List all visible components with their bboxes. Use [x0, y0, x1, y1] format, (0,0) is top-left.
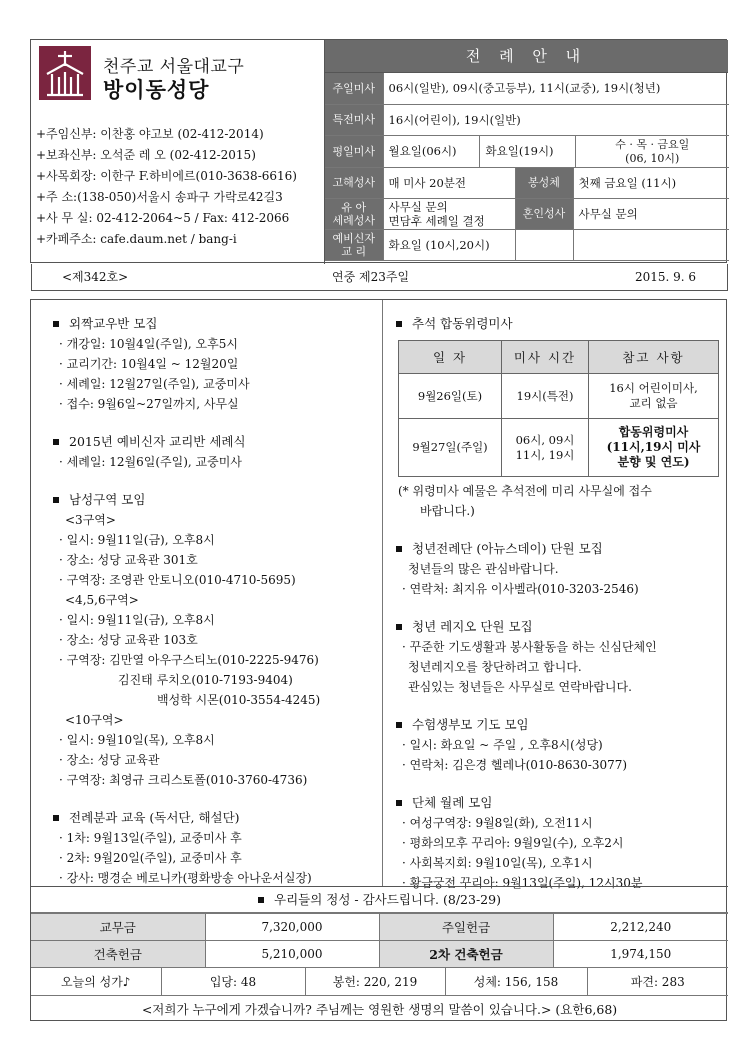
weekday-mon: 월요일(06시) — [388, 144, 457, 158]
issue-row — [31, 264, 728, 291]
right-column — [394, 314, 719, 907]
list-item: · 장소: 성당 교육관 301호 — [59, 553, 198, 567]
table-row: 9월26일(토) 19시(특전) 16시 어린이미사, 교리 없음 — [399, 374, 719, 419]
anointing-value: 첫째 금요일 (11시) — [573, 167, 729, 198]
table-row — [31, 968, 728, 995]
table-cell: 2차 건축헌금 — [379, 941, 553, 968]
parish-name: 방이동성당 — [103, 77, 210, 102]
catechumen-value: 화요일 (10시,20시) — [383, 229, 515, 260]
list-item: · 꾸준한 기도생활과 봉사활동을 하는 신심단체인 — [402, 640, 657, 654]
offerings-table — [31, 913, 728, 968]
table-header: 참고 사항 — [589, 341, 719, 374]
list-item: · 2차: 9월20일(주일), 교중미사 후 — [59, 851, 242, 865]
bullet-square-icon — [53, 815, 59, 821]
section-youth-liturgy — [394, 539, 719, 599]
list-item: · 연락처: 김은경 헬레나(010-8630-3077) — [402, 758, 628, 772]
catechumen-label: 예비신자 교 리 — [325, 229, 383, 260]
bullet-square-icon — [53, 439, 59, 445]
vigil-mass-value: 16시(어린이), 19시(일반) — [383, 104, 729, 135]
list-item: · 평화의모후 꾸리아: 9월9일(수), 오후2시 — [402, 836, 624, 850]
memorial-note: 바랍니다.) — [420, 504, 475, 518]
list-item: 청년레지오를 창단하려고 합니다. — [408, 660, 582, 674]
vigil-mass-label: 특전미사 — [325, 104, 383, 135]
group-heading: <3구역> — [65, 513, 116, 527]
table-row — [31, 914, 728, 941]
section-mens-district — [51, 490, 381, 790]
list-item: · 구역장: 김만열 아우구스티노(010-2225-9476) — [59, 653, 319, 667]
left-column — [51, 314, 381, 902]
list-item: · 장소: 성당 교육관 — [59, 753, 160, 767]
list-item: · 황금궁전 꾸리아: 9월13일(주일), 12시30분 — [402, 876, 643, 890]
weekday-tue: 화요일(19시) — [479, 136, 575, 167]
table-cell: 2,212,240 — [553, 914, 728, 941]
weekday-wed-fri-time: (06, 10시) — [625, 151, 680, 165]
list-item: · 접수: 9월6일~27일까지, 사무실 — [59, 397, 239, 411]
list-item: 백성학 시몬(010-3554-4245) — [157, 693, 321, 707]
section-liturgy-education — [51, 808, 381, 888]
address-line: +주 소:(138-050)서울시 송파구 가락로42길3 — [36, 190, 283, 204]
liturgy-guide — [324, 40, 728, 264]
section-single-catholic-class — [51, 314, 381, 414]
list-item: · 사회복지회: 9월10일(목), 오후1시 — [402, 856, 593, 870]
cafe-address-line: +카페주소: cafe.daum.net / bang-i — [36, 232, 237, 246]
section-exam-parents-prayer — [394, 715, 719, 775]
bulletin-body — [30, 299, 727, 1021]
group-heading: <4,5,6구역> — [65, 593, 139, 607]
list-item: · 세례일: 12월6일(주일), 교중미사 — [59, 455, 242, 469]
bullet-square-icon — [396, 546, 402, 552]
pastor-line: +주임신부: 이찬홍 야고보 (02-412-2014) — [36, 127, 264, 141]
section-youth-legio — [394, 617, 719, 697]
parish-logo — [39, 46, 91, 100]
offerings-section — [31, 886, 728, 1023]
list-item: · 개강일: 10월4일(주일), 오후5시 — [59, 337, 238, 351]
hymn-offertory: 봉헌: 220, 219 — [305, 968, 445, 995]
scripture-quote: <저희가 누구에게 가겠습니까? 주님께는 영원한 생명의 말씀이 있습니다.> (요한6,68) — [141, 1001, 618, 1017]
bullet-square-icon — [53, 321, 59, 327]
list-item: · 1차: 9월13일(주일), 교중미사 후 — [59, 831, 242, 845]
section-chuseok-memorial — [394, 314, 719, 521]
diocese-name: 천주교 서울대교구 — [103, 57, 245, 77]
council-president-line: +사목회장: 이한구 F.하비에르(010-3638-6616) — [36, 169, 297, 183]
bulletin-header — [30, 39, 727, 284]
column-divider — [382, 300, 383, 886]
table-header: 미사 시간 — [502, 341, 589, 374]
hymn-entrance: 입당: 48 — [161, 968, 305, 995]
list-item: · 강사: 맹경순 베로니카(평화방송 아나운서실장) — [59, 871, 312, 885]
section-title: 단체 월례 모임 — [412, 795, 493, 810]
liturgy-title: 전 례 안 내 — [325, 40, 728, 73]
table-header: 일 자 — [399, 341, 502, 374]
section-title: 전례분과 교육 (독서단, 해설단) — [69, 810, 240, 825]
list-item: · 교리기간: 10월4일 ~ 12월20일 — [59, 357, 239, 371]
bullet-square-icon — [396, 800, 402, 806]
parish-info — [31, 40, 324, 264]
liturgical-week: 연중 제23주일 — [332, 270, 410, 284]
marriage-label: 혼인성사 — [515, 198, 573, 229]
bullet-square-icon — [396, 624, 402, 630]
group-heading: <10구역> — [65, 713, 124, 727]
section-title: 수험생부모 기도 모임 — [412, 717, 529, 732]
issue-number: <제342호> — [62, 270, 129, 284]
list-item: · 일시: 9월11일(금), 오후8시 — [59, 533, 215, 547]
sunday-mass-label: 주일미사 — [325, 73, 383, 104]
assistant-priest-line: +보좌신부: 오석준 레 오 (02-412-2015) — [36, 148, 256, 162]
section-catechumen-baptism — [51, 432, 381, 472]
list-item: · 장소: 성당 교육관 103호 — [59, 633, 198, 647]
marriage-value: 사무실 문의 — [573, 198, 729, 229]
offerings-title: 우리들의 정성 - 감사드립니다. (8/23-29) — [274, 892, 501, 907]
bullet-square-icon — [396, 722, 402, 728]
table-cell: 건축헌금 — [31, 941, 205, 968]
infant-baptism-label: 유 아 세례성사 — [325, 198, 383, 229]
list-item: · 구역장: 최영규 크리스토폴(010-3760-4736) — [59, 773, 308, 787]
list-item: · 일시: 화요일 ~ 주일 , 오후8시(성당) — [402, 738, 603, 752]
liturgy-table — [325, 73, 729, 261]
section-monthly-meetings — [394, 793, 719, 893]
list-item: · 여성구역장: 9월8일(화), 오전11시 — [402, 816, 593, 830]
church-cross-icon — [39, 46, 91, 100]
section-title: 2015년 예비신자 교리반 세례식 — [69, 434, 246, 449]
issue-date: 2015. 9. 6 — [635, 270, 697, 284]
memorial-note: (* 위령미사 예물은 추석전에 미리 사무실에 접수 — [398, 484, 652, 498]
list-item: 청년들의 많은 관심바랍니다. — [408, 562, 559, 576]
confession-label: 고해성사 — [325, 167, 383, 198]
section-title: 청년전례단 (아뉴스데이) 단원 모집 — [412, 541, 603, 556]
table-cell: 교무금 — [31, 914, 205, 941]
office-phone-line: +사 무 실: 02-412-2064~5 / Fax: 412-2066 — [36, 211, 290, 225]
section-title: 추석 합동위령미사 — [412, 316, 513, 331]
confession-value: 매 미사 20분전 — [383, 167, 515, 198]
table-cell: 1,974,150 — [553, 941, 728, 968]
section-title: 남성구역 모임 — [69, 492, 146, 507]
memorial-mass-table — [398, 340, 719, 477]
list-item: 관심있는 청년들은 사무실로 연락바랍니다. — [408, 680, 632, 694]
table-cell: 7,320,000 — [205, 914, 379, 941]
sunday-mass-value: 06시(일반), 09시(중고등부), 11시(교중), 19시(청년) — [383, 73, 729, 104]
staff-contacts — [36, 124, 326, 250]
list-item: 김진태 루치오(010-7193-9404) — [118, 673, 293, 687]
bullet-square-icon — [53, 497, 59, 503]
table-cell: 주일헌금 — [379, 914, 553, 941]
section-title: 외짝교우반 모집 — [69, 316, 158, 331]
weekday-mass-label: 평일미사 — [325, 135, 383, 167]
table-row: 9월27일(주일) 06시, 09시 11시, 19시 합동위령미사 (11시,19시 미사 분향 및 연도) — [399, 419, 719, 477]
list-item: · 일시: 9월11일(금), 오후8시 — [59, 613, 215, 627]
section-title: 청년 레지오 단원 모집 — [412, 619, 533, 634]
list-item: · 구역장: 조영관 안토니오(010-4710-5695) — [59, 573, 296, 587]
hymn-communion: 성체: 156, 158 — [445, 968, 587, 995]
bullet-square-icon — [396, 321, 402, 327]
list-item: · 일시: 9월10일(목), 오후8시 — [59, 733, 215, 747]
list-item: · 연락처: 최지유 이사벨라(010-3203-2546) — [402, 582, 639, 596]
infant-baptism-value: 사무실 문의 면담후 세례일 결정 — [383, 198, 515, 229]
table-cell: 5,210,000 — [205, 941, 379, 968]
list-item: · 세례일: 12월27일(주일), 교중미사 — [59, 377, 250, 391]
hymn-recessional: 파견: 283 — [587, 968, 728, 995]
bullet-square-icon — [258, 897, 264, 903]
table-row — [31, 941, 728, 968]
weekday-wed-fri: 수 · 목 · 금요일 — [615, 137, 690, 151]
anointing-label: 봉성체 — [515, 167, 573, 198]
hymns-table — [31, 968, 728, 996]
hymns-label: 오늘의 성가♪ — [31, 968, 161, 995]
